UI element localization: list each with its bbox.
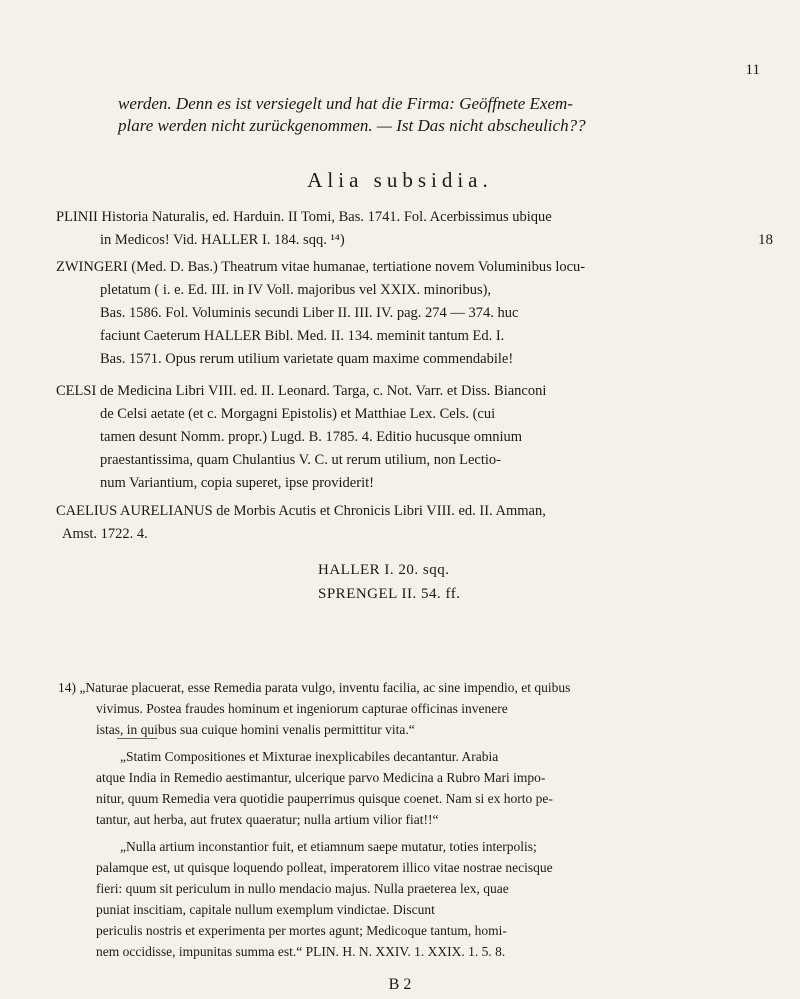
reference-haller: HALLER I. 20. sqq. [318, 562, 450, 578]
footnote-line: „Nulla artium inconstantior fuit, et etiamnum saepe mutatur, toties interpolis; [120, 839, 537, 854]
intro-line-2: plare werden nicht zurückgenommen. — Ist Das nicht abscheulich?? [118, 116, 586, 135]
entry-line: Bas. 1571. Opus rerum utilium varietate quam maxime commendabile! [100, 351, 514, 367]
footnote-line: tantur, aut herba, aut frutex quaeratur; nulla artium vilior fiat!!“ [96, 812, 439, 827]
footnote-line: nem occidisse, impunitas summa est.“ PLIN. H. N. XXIV. 1. XXIX. 1. 5. 8. [96, 944, 506, 959]
footnote-line: vivimus. Postea fraudes hominum et ingeniorum capturae officinas invenere [96, 701, 508, 716]
entry-line: CAELIUS AURELIANUS de Morbis Acutis et Chronicis Libri VIII. ed. II. Amman, [56, 503, 546, 519]
entry-line: Bas. 1586. Fol. Voluminis secundi Liber II. III. IV. pag. 274 — 374. huc [100, 305, 519, 321]
footnote-line: puniat inscitiam, capitale nullum exemplum vindictae. Discunt [96, 902, 435, 917]
page-number: 11 [745, 62, 760, 78]
footnote-line: atque India in Remedio aestimantur, ulcerique parvo Medicina a Rubro Mari impo- [96, 770, 546, 785]
footnote-line: istas, in quibus sua cuique homini venalis permittitur vita.“ [96, 722, 415, 737]
footnote-line: periculis nostris et experimenta per mortes agunt; Medicoque tantum, homi- [96, 923, 507, 938]
footnote-line: fieri: quum sit periculum in nullo mendacio majus. Nulla praeterea lex, quae [96, 881, 509, 896]
entry-line: tamen desunt Nomm. propr.) Lugd. B. 1785. 4. Editio hucusque omnium [100, 429, 523, 445]
entry-line: de Celsi aetate (et c. Morgagni Epistolis) et Matthiae Lex. Cels. (cui [100, 406, 496, 422]
entry-line: pletatum ( i. e. Ed. III. in IV Voll. majoribus vel XXIX. minoribus), [100, 282, 492, 298]
footnote-line: palamque est, ut quisque loquendo polleat, imperatorem illico vitae nostrae necisque [96, 860, 553, 875]
footnote-line: „Statim Compositiones et Mixturae inexplicabiles decantantur. Arabia [120, 749, 499, 764]
entry-line: ZWINGERI (Med. D. Bas.) Theatrum vitae humanae, tertiatione novem Voluminibus locu- [56, 259, 586, 275]
entry-line: faciunt Caeterum HALLER Bibl. Med. II. 134. meminit tantum Ed. I. [100, 328, 505, 344]
entry-line: praestantissima, quam Chulantius V. C. ut rerum utilium, non Lectio- [100, 452, 501, 468]
entry-line: num Variantium, copia superet, ipse providerit! [100, 475, 374, 491]
footnote-line: 14) „Naturae placuerat, esse Remedia parata vulgo, inventu facilia, ac sine impendio, et quibus [58, 680, 571, 695]
margin-number: 18 [758, 232, 773, 248]
intro-line-1: werden. Denn es ist versiegelt und hat die Firma: Geöffnete Exem- [118, 94, 573, 113]
entry-line: Amst. 1722. 4. [62, 526, 148, 542]
entry-line: CELSI de Medicina Libri VIII. ed. II. Leonard. Targa, c. Not. Varr. et Diss. Bianconi [56, 383, 547, 399]
footnote-line: nitur, quum Remedia vera quotidie pauperrimus quisque coenet. Nam si ex horto pe- [96, 791, 553, 806]
section-heading: Alia subsidia. [307, 168, 493, 192]
reference-sprengel: SPRENGEL II. 54. ff. [318, 586, 461, 602]
entry-line: in Medicos! Vid. HALLER I. 184. sqq. ¹⁴) [100, 232, 345, 248]
entry-line: PLINII Historia Naturalis, ed. Harduin. II Tomi, Bas. 1741. Fol. Acerbissimus ubique [56, 209, 552, 225]
signature-mark: B 2 [388, 976, 412, 993]
